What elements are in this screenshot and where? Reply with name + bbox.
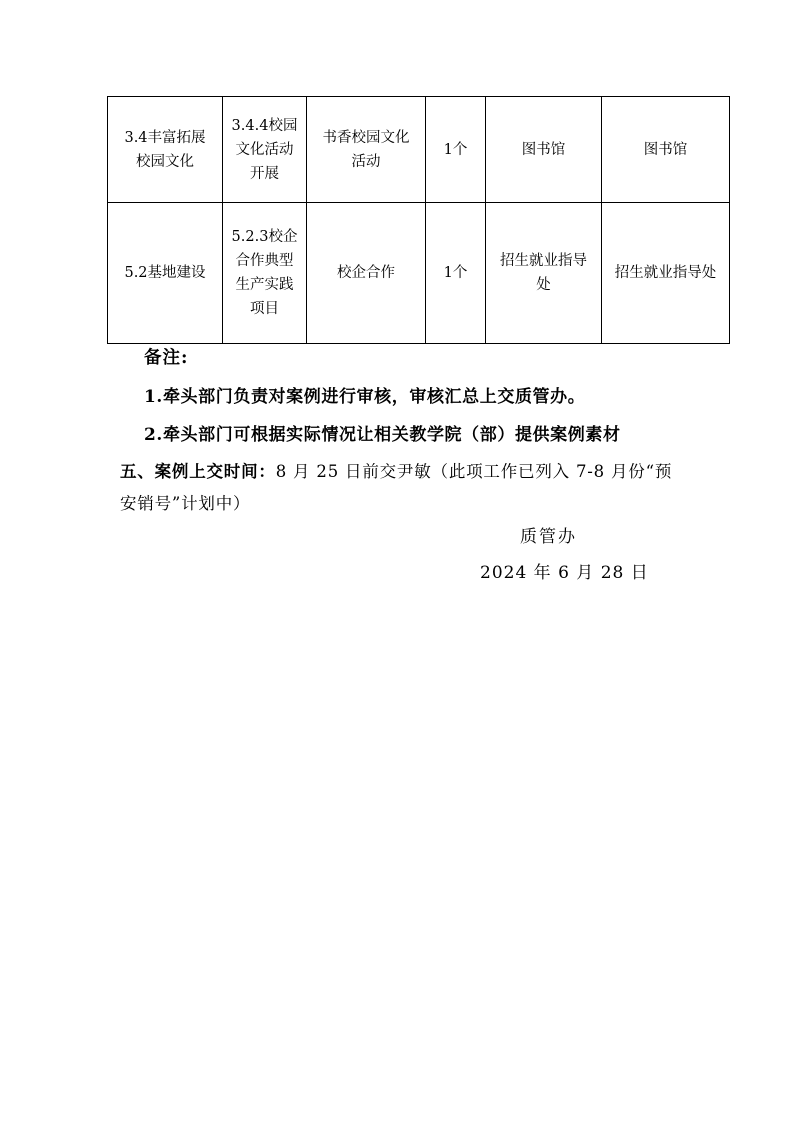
table-cell: 校企合作 bbox=[307, 203, 426, 344]
table-cell: 3.4.4校园文化活动开展 bbox=[223, 97, 307, 203]
table-cell: 1个 bbox=[426, 203, 486, 344]
case-table bbox=[107, 96, 730, 344]
table-cell: 招生就业指导处 bbox=[486, 203, 602, 344]
signature-org: 质管办 bbox=[520, 527, 577, 547]
note-item-2: 2.牵头部门可根据实际情况让相关教学院（部）提供案例素材 bbox=[144, 425, 621, 445]
table-cell: 5.2基地建设 bbox=[108, 203, 223, 344]
signature-date: 2024 年 6 月 28 日 bbox=[480, 563, 649, 583]
table-cell: 1个 bbox=[426, 97, 486, 203]
note-item-1: 1.牵头部门负责对案例进行审核，审核汇总上交质管办。 bbox=[144, 387, 586, 407]
table-row bbox=[108, 203, 730, 344]
table-cell: 5.2.3校企合作典型生产实践项目 bbox=[223, 203, 307, 344]
section-5-label: 五、案例上交时间： bbox=[120, 462, 276, 481]
table-cell: 招生就业指导处 bbox=[602, 203, 730, 344]
table-cell: 图书馆 bbox=[486, 97, 602, 203]
section-5-paragraph bbox=[120, 456, 680, 520]
notes-title: 备注: bbox=[144, 348, 189, 368]
table-cell: 3.4丰富拓展校园文化 bbox=[108, 97, 223, 203]
table-cell: 图书馆 bbox=[602, 97, 730, 203]
section-5-text: 8 月 25 日前交尹敏（此项工作已列入 7-8 月份“预安销号”计划中） bbox=[120, 462, 673, 513]
table-row bbox=[108, 97, 730, 203]
table-cell: 书香校园文化活动 bbox=[307, 97, 426, 203]
